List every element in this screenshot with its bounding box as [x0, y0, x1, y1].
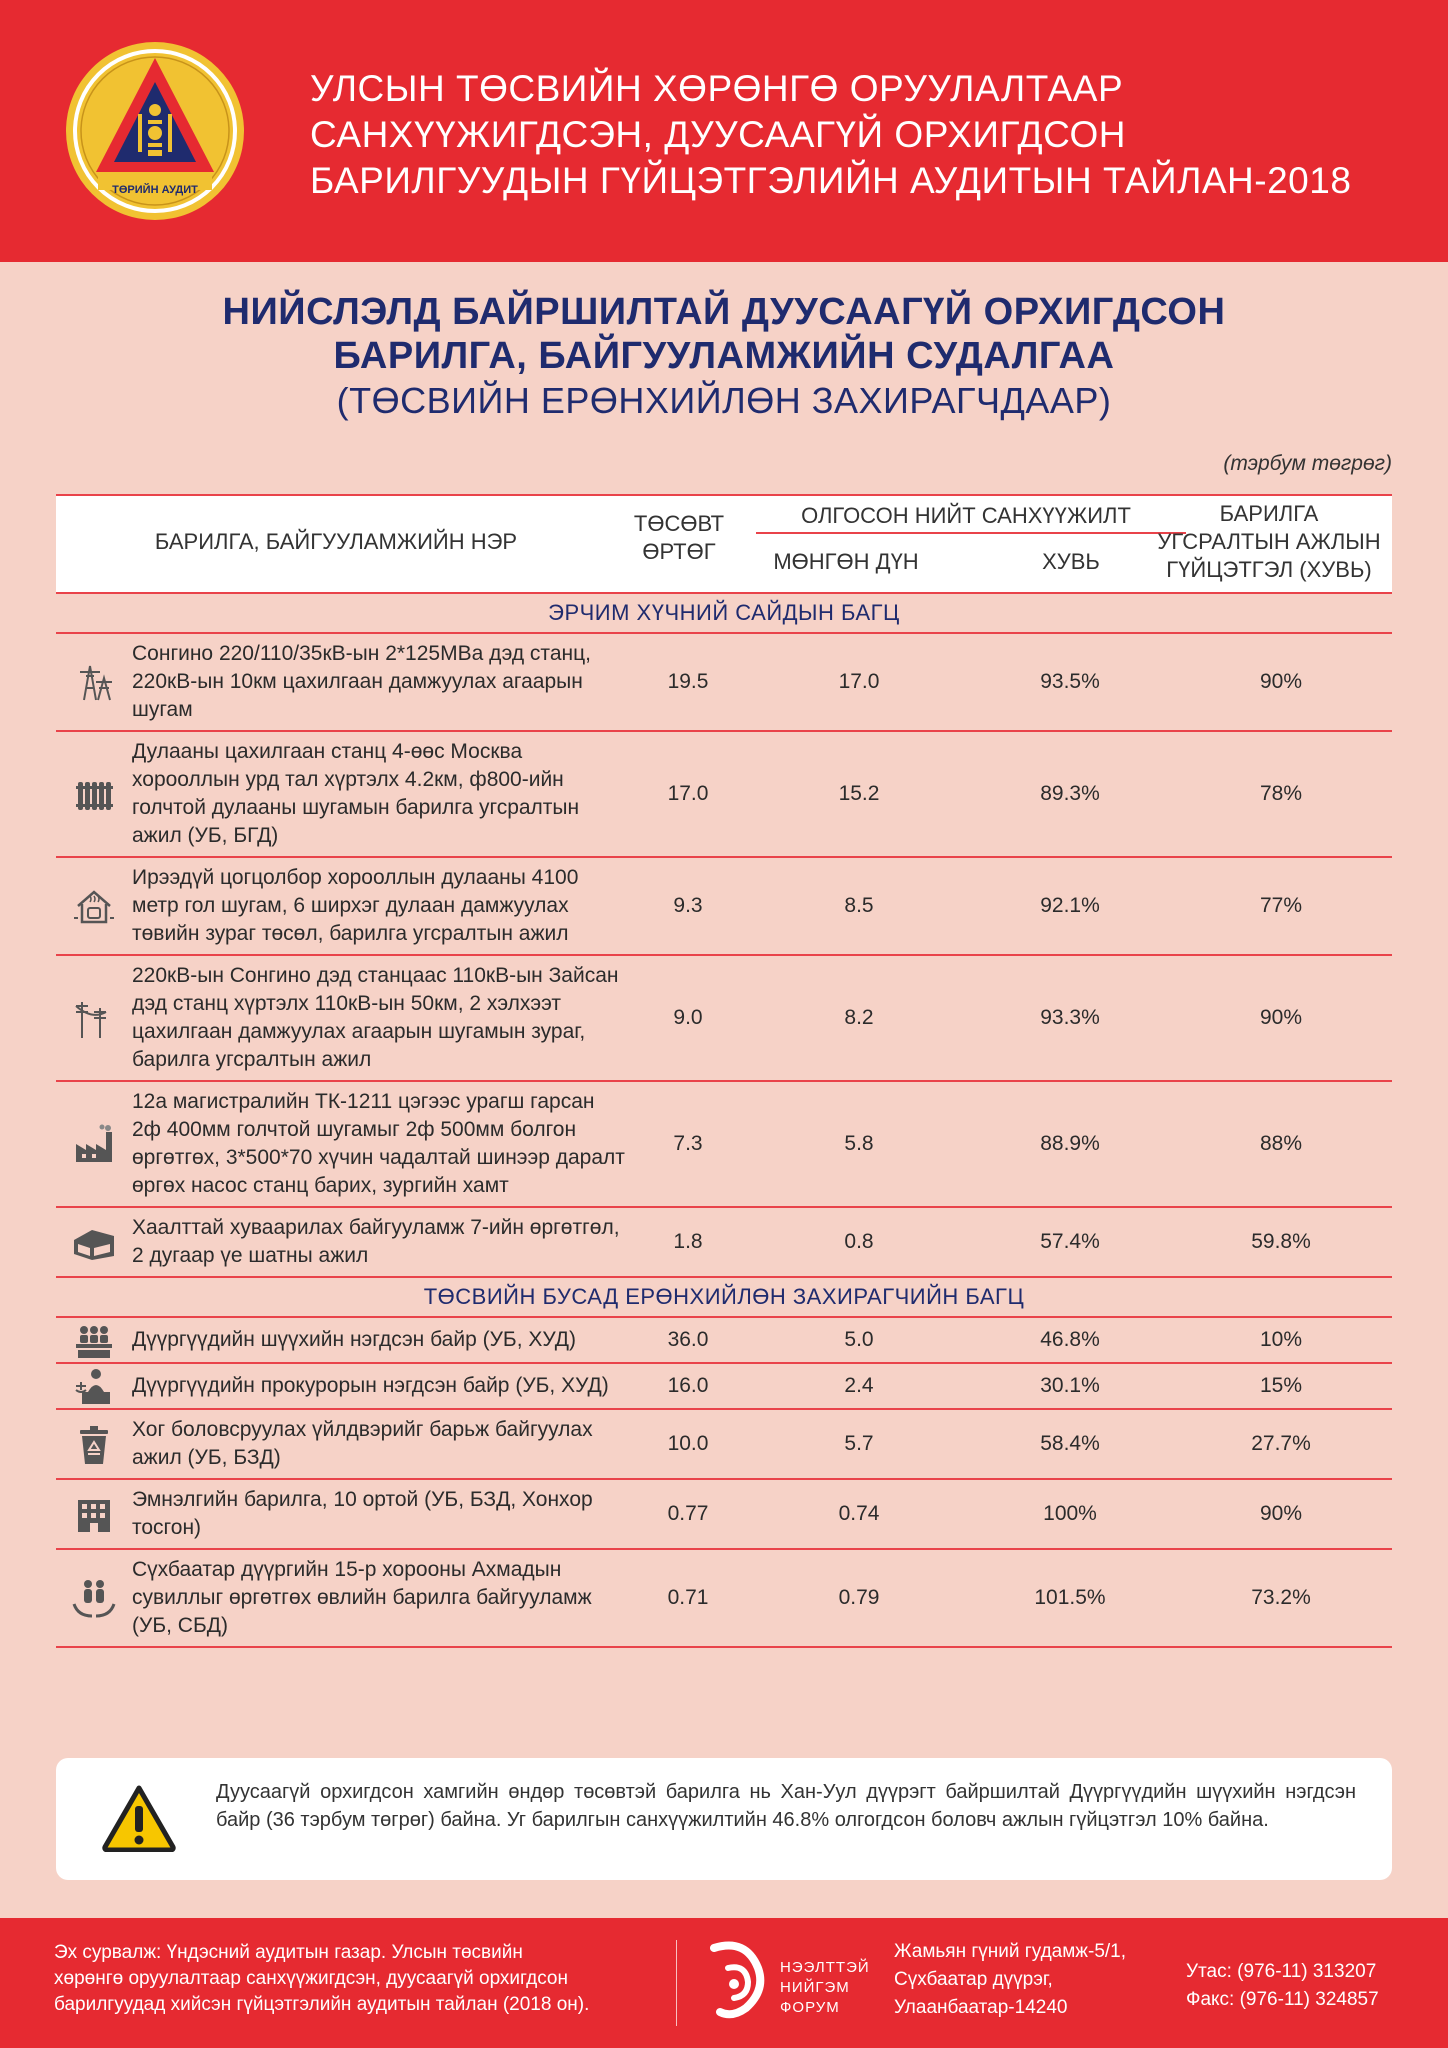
construction-progress: 10% — [1259, 1328, 1303, 1351]
funding-amount: 17.0 — [838, 670, 880, 693]
power-line-icon — [56, 996, 132, 1040]
address-line: Улаанбаатар-14240 — [894, 1997, 1068, 2018]
table-row — [56, 956, 1392, 1082]
header-cost-line: ӨРТӨГ — [642, 539, 716, 564]
funding-amount: 0.79 — [838, 1586, 880, 1609]
footer — [0, 1918, 1448, 2048]
header-progress-line: УГСРАЛТЫН АЖЛЫН — [1157, 529, 1381, 554]
project-name: 220кВ-ын Сонгино дэд станцаас 110кВ-ын Зайсан дэд станц хүртэлх 110кВ-ын 50км, 2 хэлхээт цахилгаан дамжуулах агаарын шугамын зураг, барилга угсралтын ажил — [132, 964, 619, 1071]
funding-percent: 46.8% — [1040, 1328, 1100, 1351]
funding-amount: 5.8 — [844, 1132, 874, 1155]
project-name: 12а магистралийн ТК-1211 цэгээс урагш гарсан 2ф 400мм голчтой шугамыг 2ф 500мм болгон өргөтгөх, 3*500*70 хүчин чадалтай шинээр даралт өргөх насос станц барих, зургийн хамт — [132, 1090, 625, 1197]
table-row — [56, 858, 1392, 956]
funding-percent: 88.9% — [1040, 1132, 1100, 1155]
report-title-line: БАРИЛГУУДЫН ГҮЙЦЭТГЭЛИЙН АУДИТЫН ТАЙЛАН-2018 — [310, 160, 1352, 201]
construction-progress: 27.7% — [1251, 1432, 1311, 1455]
project-name: Сонгино 220/110/35кВ-ын 2*125МВа дэд станц, 220кВ-ын 10км цахилгаан дамжуулах агаарын шугам — [132, 642, 591, 721]
budget-cost: 36.0 — [667, 1328, 709, 1351]
construction-progress: 90% — [1259, 670, 1303, 693]
org-name — [780, 1958, 870, 2018]
funding-amount: 5.0 — [844, 1328, 874, 1351]
funding-percent: 89.3% — [1040, 782, 1100, 805]
construction-progress: 78% — [1259, 782, 1303, 805]
project-name: Хаалттай хуваарилах байгууламж 7-ийн өргөтгөл, 2 дугаар үе шатны ажил — [132, 1216, 620, 1267]
address-line: Сүхбаатар дүүрэг, — [894, 1969, 1053, 1990]
note-box — [56, 1758, 1392, 1880]
house-heating-icon — [56, 884, 132, 928]
header-percent: ХУВЬ — [1042, 549, 1100, 574]
project-name: Сүхбаатар дүүргийн 15-р хорооны Ахмадын сувиллыг өргөтгөх өвлийн барилга байгууламж (УБ, СБД) — [132, 1558, 592, 1637]
funding-amount: 0.8 — [844, 1230, 874, 1253]
funding-amount: 2.4 — [844, 1374, 874, 1397]
warning-icon — [102, 1784, 176, 1852]
hospital-icon — [56, 1492, 132, 1536]
table-row — [56, 732, 1392, 858]
table-row — [56, 1208, 1392, 1278]
header-funding-rule — [756, 532, 1186, 534]
footer-divider — [676, 1940, 677, 2026]
table-body — [56, 594, 1392, 1648]
construction-progress: 90% — [1259, 1502, 1303, 1525]
note-text: Дуусаагүй орхигдсон хамгийн өндөр төсөвтэй барилга нь Хан-Уул дүүрэгт байршилтай Дүүргүүдийн шүүхийн нэгдсэн байр (36 тэрбум төгрөг) байна. Уг барилгын санхүүжилтийн 46.8% олгогдсон боловч ажлын гүйцэтгэл 10% байна. — [216, 1781, 1356, 1831]
factory-icon — [56, 1122, 132, 1166]
table-row — [56, 1550, 1392, 1648]
table-row — [56, 1364, 1392, 1410]
logo-text: ТӨРИЙН АУДИТ — [112, 184, 198, 196]
budget-cost: 17.0 — [667, 782, 709, 805]
source-line: барилгуудад хийсэн гүйцэтгэлийн аудитын тайлан (2018 он). — [54, 1994, 590, 2015]
header-cost — [624, 510, 734, 566]
project-name: Хог боловсруулах үйлдвэрийг барьж байгуулах ажил (УБ, БЗД) — [132, 1418, 593, 1469]
budget-cost: 9.3 — [673, 894, 703, 917]
fax: Факс: (976-11) 324857 — [1186, 1989, 1379, 2010]
address-line: Жамьян гүний гудамж-5/1, — [894, 1941, 1127, 1962]
header-progress — [1146, 500, 1392, 584]
radiator-icon — [56, 772, 132, 816]
table-row — [56, 1410, 1392, 1480]
power-tower-icon — [56, 660, 132, 704]
construction-progress: 73.2% — [1251, 1586, 1311, 1609]
funding-percent: 101.5% — [1034, 1586, 1106, 1609]
table-row — [56, 634, 1392, 732]
org-name-line: НЭЭЛТТЭЙ — [780, 1959, 870, 1976]
funding-percent: 93.5% — [1040, 670, 1100, 693]
phone: Утас: (976-11) 313207 — [1186, 1961, 1377, 1982]
title-line-2: БАРИЛГА, БАЙГУУЛАМЖИЙН СУДАЛГАА — [333, 335, 1115, 377]
report-title-line: УЛСЫН ТӨСВИЙН ХӨРӨНГӨ ОРУУЛАЛТААР — [310, 68, 1124, 109]
budget-cost: 16.0 — [667, 1374, 709, 1397]
source-line: Эх сурвалж: Үндэсний аудитын газар. Улсын төсвийн — [54, 1942, 523, 1963]
header-cost-line: ТӨСӨВТ — [633, 511, 725, 536]
table-row — [56, 1082, 1392, 1208]
funding-percent: 57.4% — [1040, 1230, 1100, 1253]
budget-cost: 7.3 — [673, 1132, 703, 1155]
report-title-line: САНХҮҮЖИГДСЭН, ДУУСААГҮЙ ОРХИГДСОН — [310, 114, 1127, 155]
funding-percent: 30.1% — [1040, 1374, 1100, 1397]
funding-percent: 100% — [1043, 1502, 1097, 1525]
header-funding: ОЛГОСОН НИЙТ САНХҮҮЖИЛТ — [801, 503, 1131, 528]
funding-amount: 8.2 — [844, 1006, 874, 1029]
header-progress-line: БАРИЛГА — [1219, 501, 1319, 526]
project-name: Эмнэлгийн барилга, 10 ортой (УБ, БЗД, Хонхор тосгон) — [132, 1488, 593, 1539]
title-line-1: НИЙСЛЭЛД БАЙРШИЛТАЙ ДУУСААГҮЙ ОРХИГДСОН — [222, 291, 1226, 333]
unit-note: (тэрбум төгрөг) — [1223, 452, 1392, 475]
project-name: Дулааны цахилгаан станц 4-өөс Москва хорооллын урд тал хүртэлх 4.2км, ф800-ийн голчтой дулааны шугамын барилга угсралтын ажил (УБ, БГД) — [132, 740, 580, 847]
prosecutor-icon — [56, 1364, 132, 1408]
elderly-care-icon — [56, 1576, 132, 1620]
warehouse-icon — [56, 1220, 132, 1264]
budget-cost: 1.8 — [673, 1230, 703, 1253]
org-name-line: НИЙГЭМ — [780, 1979, 850, 1996]
construction-progress: 88% — [1259, 1132, 1303, 1155]
open-society-forum-logo — [706, 1938, 778, 2022]
org-name-line: ФОРУМ — [780, 1999, 840, 2016]
funding-amount: 5.7 — [844, 1432, 874, 1455]
courtroom-icon — [56, 1318, 132, 1362]
table-header — [56, 494, 1392, 594]
source-line: хөрөнгө оруулалтаар санхүүжигдсэн, дуусаагүй орхигдсон — [54, 1968, 568, 1989]
project-name: Дүүргүүдийн прокурорын нэгдсэн байр (УБ, ХУД) — [132, 1374, 609, 1397]
budget-cost: 19.5 — [667, 670, 709, 693]
funding-amount: 15.2 — [838, 782, 880, 805]
table-row — [56, 1318, 1392, 1364]
header-amount: МӨНГӨН ДҮН — [773, 549, 919, 574]
header-name: БАРИЛГА, БАЙГУУЛАМЖИЙН НЭР — [154, 529, 518, 554]
infographic-title — [0, 290, 1448, 424]
construction-progress: 15% — [1259, 1374, 1303, 1397]
funding-percent: 93.3% — [1040, 1006, 1100, 1029]
funding-percent: 92.1% — [1040, 894, 1100, 917]
header-banner — [0, 0, 1448, 262]
project-name: Ирээдүй цогцолбор хорооллын дулааны 4100 метр гол шугам, 6 ширхэг дулаан дамжуулах төвийн зураг төсөл, барилга угсралтын ажил — [132, 866, 579, 945]
contact — [1186, 1958, 1379, 2014]
recycle-bin-icon — [56, 1422, 132, 1466]
budget-cost: 10.0 — [667, 1432, 709, 1455]
budget-cost: 0.71 — [667, 1586, 709, 1609]
table-row — [56, 1480, 1392, 1550]
address — [894, 1938, 1126, 2022]
construction-progress: 77% — [1259, 894, 1303, 917]
header-progress-line: ГҮЙЦЭТГЭЛ (ХУВЬ) — [1166, 557, 1372, 582]
projects-table — [56, 494, 1392, 1648]
project-name: Дүүргүүдийн шүүхийн нэгдсэн байр (УБ, ХУД) — [132, 1328, 576, 1351]
funding-amount: 0.74 — [838, 1502, 880, 1525]
title-subtitle: (ТӨСВИЙН ЕРӨНХИЙЛӨН ЗАХИРАГЧДААР) — [336, 380, 1112, 421]
section-header: ЭРЧИМ ХҮЧНИЙ САЙДЫН БАГЦ — [56, 594, 1392, 634]
funding-amount: 8.5 — [844, 894, 874, 917]
source-text — [54, 1940, 664, 2018]
budget-cost: 9.0 — [673, 1006, 703, 1029]
report-title — [310, 66, 1390, 204]
construction-progress: 90% — [1259, 1006, 1303, 1029]
budget-cost: 0.77 — [667, 1502, 709, 1525]
funding-percent: 58.4% — [1040, 1432, 1100, 1455]
construction-progress: 59.8% — [1251, 1230, 1311, 1253]
section-header: ТӨСВИЙН БУСАД ЕРӨНХИЙЛӨН ЗАХИРАГЧИЙН БАГЦ — [56, 1278, 1392, 1318]
